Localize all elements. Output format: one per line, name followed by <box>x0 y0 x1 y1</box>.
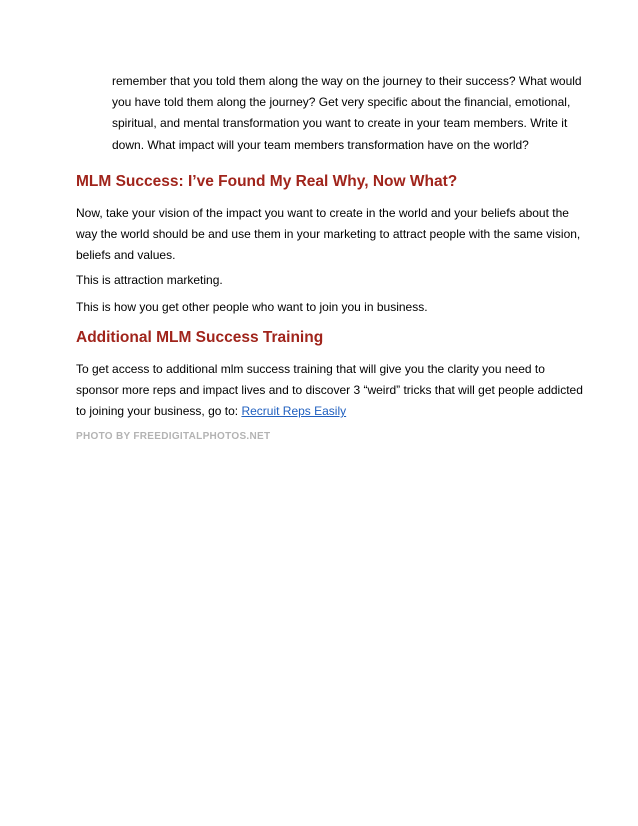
paragraph-vision <box>76 203 581 267</box>
intro-line: down. What impact will your team members transformation have on the world? <box>112 137 529 152</box>
intro-line: spiritual, and mental transformation you want to create in your team members. Write it <box>112 116 568 131</box>
photo-credit: PHOTO BY FREEDIGITALPHOTOS.NET <box>76 431 271 442</box>
paragraph-line: sponsor more reps and impact lives and to discover 3 “weird” tricks that will get people addicted <box>76 383 583 398</box>
intro-line: you have told them along the journey? Get very specific about the financial, emotional, <box>112 95 571 110</box>
paragraph-line: beliefs and values. <box>76 248 176 263</box>
intro-line: remember that you told them along the way on the journey to their success? What would <box>112 74 582 88</box>
paragraph-line <box>76 401 576 422</box>
link-prefix-text: to joining your business, go to: <box>76 404 242 419</box>
paragraph-join-business: This is how you get other people who want to join you in business. <box>76 300 428 314</box>
intro-paragraph <box>112 71 592 156</box>
paragraph-line: way the world should be and use them in your marketing to attract people with the same vision, <box>76 227 581 242</box>
paragraph-line: To get access to additional mlm success training that will give you the clarity you need to <box>76 362 545 376</box>
section-heading-real-why: MLM Success: I’ve Found My Real Why, Now What? <box>76 173 458 190</box>
recruit-reps-easily-link[interactable]: Recruit Reps Easily <box>241 404 347 419</box>
section-heading-additional-training: Additional MLM Success Training <box>76 329 324 346</box>
paragraph-line: Now, take your vision of the impact you want to create in the world and your beliefs about the <box>76 206 569 220</box>
paragraph-training <box>76 359 583 423</box>
paragraph-attraction-marketing: This is attraction marketing. <box>76 273 223 287</box>
